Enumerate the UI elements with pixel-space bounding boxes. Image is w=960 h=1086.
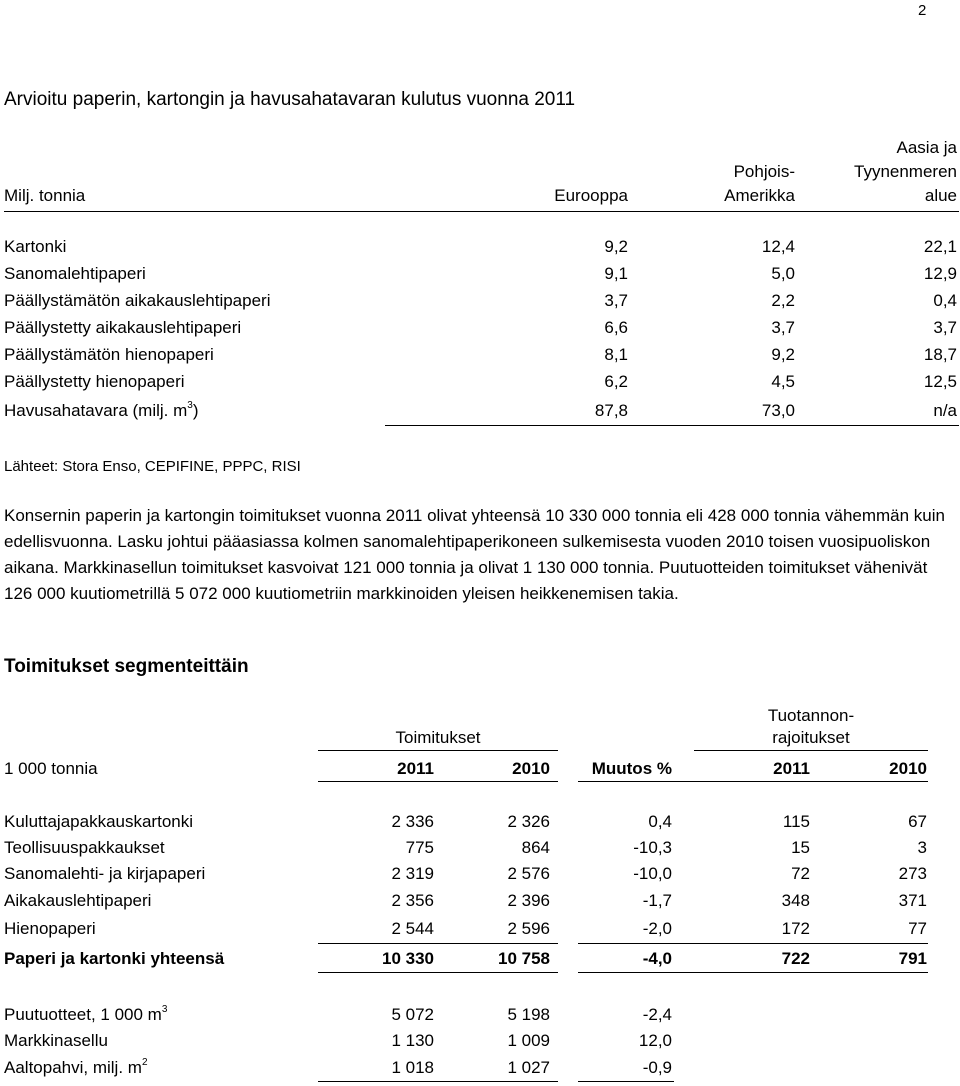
value-prod-2011: 72 (791, 864, 810, 883)
value-europe: 3,7 (604, 291, 628, 310)
column-header-north-america-1: Pohjois- (733, 162, 795, 181)
value-asia: 12,5 (923, 372, 957, 391)
column-header-asia-2: Tyynenmeren (854, 162, 957, 181)
value-2010: 5 198 (507, 1005, 550, 1024)
superscript: 3 (161, 1004, 168, 1015)
total-rule-bottom-right (578, 972, 928, 973)
group-header-production-1: Tuotannon- (767, 706, 855, 725)
row-label: Päällystämätön aikakauslehtipaperi (4, 291, 271, 310)
value-2011: 2 336 (391, 812, 434, 831)
column-header-asia-1: Aasia ja (896, 138, 957, 157)
value-2011: 1 130 (391, 1031, 434, 1050)
value-change: -1,7 (642, 891, 672, 910)
row-label: Paperi ja kartonki yhteensä (4, 949, 225, 968)
value-2011: 5 072 (391, 1005, 434, 1024)
col-header-2011: 2011 (397, 759, 434, 778)
value-north-america: 12,4 (761, 237, 795, 256)
group-header-production-2: rajoitukset (772, 728, 850, 747)
value-europe: 87,8 (594, 401, 628, 420)
value-prod-2011: 115 (782, 812, 810, 831)
value-change: -2,0 (642, 919, 672, 938)
value-2010: 10 758 (498, 949, 550, 968)
col-header-change: Muutos % (591, 759, 672, 778)
row-label: Hienopaperi (4, 919, 96, 938)
value-2011: 1 018 (391, 1058, 434, 1077)
row-label: Sanomalehtipaperi (4, 264, 146, 283)
value-2011: 2 356 (391, 891, 434, 910)
value-europe: 8,1 (604, 345, 628, 364)
sources-note: Lähteet: Stora Enso, CEPIFINE, PPPC, RISI (4, 458, 301, 475)
group-header-deliveries: Toimitukset (395, 728, 481, 747)
value-2010: 1 009 (507, 1031, 550, 1050)
value-change: -2,4 (642, 1005, 672, 1024)
value-2010: 1 027 (507, 1058, 550, 1077)
row-label (4, 1058, 148, 1078)
value-north-america: 2,2 (771, 291, 795, 310)
bottom-rule-left (318, 1081, 558, 1082)
value-change: 0,4 (648, 812, 672, 831)
value-prod-2010: 3 (917, 838, 927, 857)
value-europe: 9,1 (604, 264, 628, 283)
group-rule-deliveries (318, 750, 558, 751)
value-north-america: 73,0 (761, 401, 795, 420)
row-label-text: Puutuotteet, 1 000 m (4, 1005, 162, 1024)
group-rule-production (694, 750, 928, 751)
value-prod-2010: 273 (898, 864, 927, 883)
value-asia: 12,9 (923, 264, 957, 283)
value-asia: 0,4 (933, 291, 957, 310)
unit-label: Milj. tonnia (4, 186, 86, 205)
unit-label-2: 1 000 tonnia (4, 759, 98, 778)
value-2010: 2 326 (507, 812, 550, 831)
value-change: -4,0 (642, 949, 672, 968)
value-north-america: 9,2 (771, 345, 795, 364)
row-label: Päällystämätön hienopaperi (4, 345, 214, 364)
col-header-prod-2010: 2010 (889, 759, 927, 778)
value-2010: 2 396 (507, 891, 550, 910)
value-prod-2011: 348 (781, 891, 810, 910)
column-header-europe: Eurooppa (554, 186, 628, 205)
value-2011: 10 330 (382, 949, 434, 968)
row-label-text: Havusahatavara (milj. m (4, 401, 188, 420)
value-north-america: 4,5 (771, 372, 795, 391)
row-label: Kuluttajapakkauskartonki (4, 812, 194, 831)
superscript: 2 (141, 1057, 148, 1068)
row-label: Sanomalehti- ja kirjapaperi (4, 864, 206, 883)
value-2011: 775 (405, 838, 434, 857)
table1-bottom-rule (385, 425, 959, 426)
value-north-america: 5,0 (771, 264, 795, 283)
value-2011: 2 319 (391, 864, 434, 883)
value-2010: 2 576 (507, 864, 550, 883)
row-label-text: Aaltopahvi, milj. m (4, 1058, 142, 1077)
total-rule-top-right (578, 943, 928, 944)
row-label (4, 1005, 167, 1025)
value-prod-2011: 15 (791, 838, 810, 857)
section-title: Toimitukset segmenteittäin (4, 656, 249, 677)
row-label: Päällystetty aikakauslehtipaperi (4, 318, 242, 337)
value-prod-2011: 722 (781, 949, 810, 968)
value-2011: 2 544 (391, 919, 434, 938)
row-label: Aikakauslehtipaperi (4, 891, 152, 910)
value-asia: 18,7 (923, 345, 957, 364)
page-number: 2 (918, 2, 927, 19)
row-label: Kartonki (4, 237, 67, 256)
col-header-rule-left (318, 781, 558, 782)
value-prod-2011: 172 (781, 919, 810, 938)
value-prod-2010: 77 (908, 919, 927, 938)
value-europe: 6,2 (604, 372, 628, 391)
value-2010: 2 596 (507, 919, 550, 938)
value-asia: 3,7 (933, 318, 957, 337)
col-header-2010: 2010 (512, 759, 550, 778)
row-label: Markkinasellu (4, 1031, 108, 1050)
col-header-rule-right (578, 781, 928, 782)
superscript: 3 (187, 400, 193, 411)
value-prod-2010: 791 (898, 949, 927, 968)
row-label-end: ) (192, 401, 199, 420)
value-europe: 9,2 (604, 237, 628, 256)
value-2010: 864 (521, 838, 550, 857)
body-paragraph: Konsernin paperin ja kartongin toimitukset vuonna 2011 olivat yhteensä 10 330 000 tonnia eli 428 000 tonnia vähemmän kuin edellisvuonna. Lasku johtui pääasiassa kolmen sanomalehtipaperikoneen sulkemisesta vuoden 2010 toisen vuosipuoliskon aikana. Markkinasellun toimitukset kasvoivat 121 000 tonnia ja olivat 1 130 000 tonnia. Puutuotteiden toimitukset vähenivät 126 000 kuutiometrillä 5 072 000 kuutiometriin markkinoiden yleisen heikkenemisen takia. (4, 506, 945, 603)
value-europe: 6,6 (604, 318, 628, 337)
total-rule-top-left (318, 943, 558, 944)
column-header-north-america-2: Amerikka (724, 186, 795, 205)
table1-header-rule (4, 211, 959, 212)
value-asia: n/a (933, 401, 957, 420)
page-title: Arvioitu paperin, kartongin ja havusahatavaran kulutus vuonna 2011 (4, 89, 576, 110)
row-label: Teollisuuspakkaukset (4, 838, 165, 857)
value-prod-2010: 67 (908, 812, 927, 831)
row-label (4, 401, 199, 421)
value-prod-2010: 371 (898, 891, 927, 910)
value-north-america: 3,7 (771, 318, 795, 337)
value-asia: 22,1 (923, 237, 957, 256)
row-label: Päällystetty hienopaperi (4, 372, 185, 391)
col-header-prod-2011: 2011 (773, 759, 810, 778)
value-change: 12,0 (638, 1031, 672, 1050)
bottom-rule-right (578, 1081, 674, 1082)
value-change: -0,9 (642, 1058, 672, 1077)
value-change: -10,0 (633, 864, 672, 883)
total-rule-bottom-left (318, 972, 558, 973)
column-header-asia-3: alue (924, 186, 957, 205)
value-change: -10,3 (633, 838, 672, 857)
